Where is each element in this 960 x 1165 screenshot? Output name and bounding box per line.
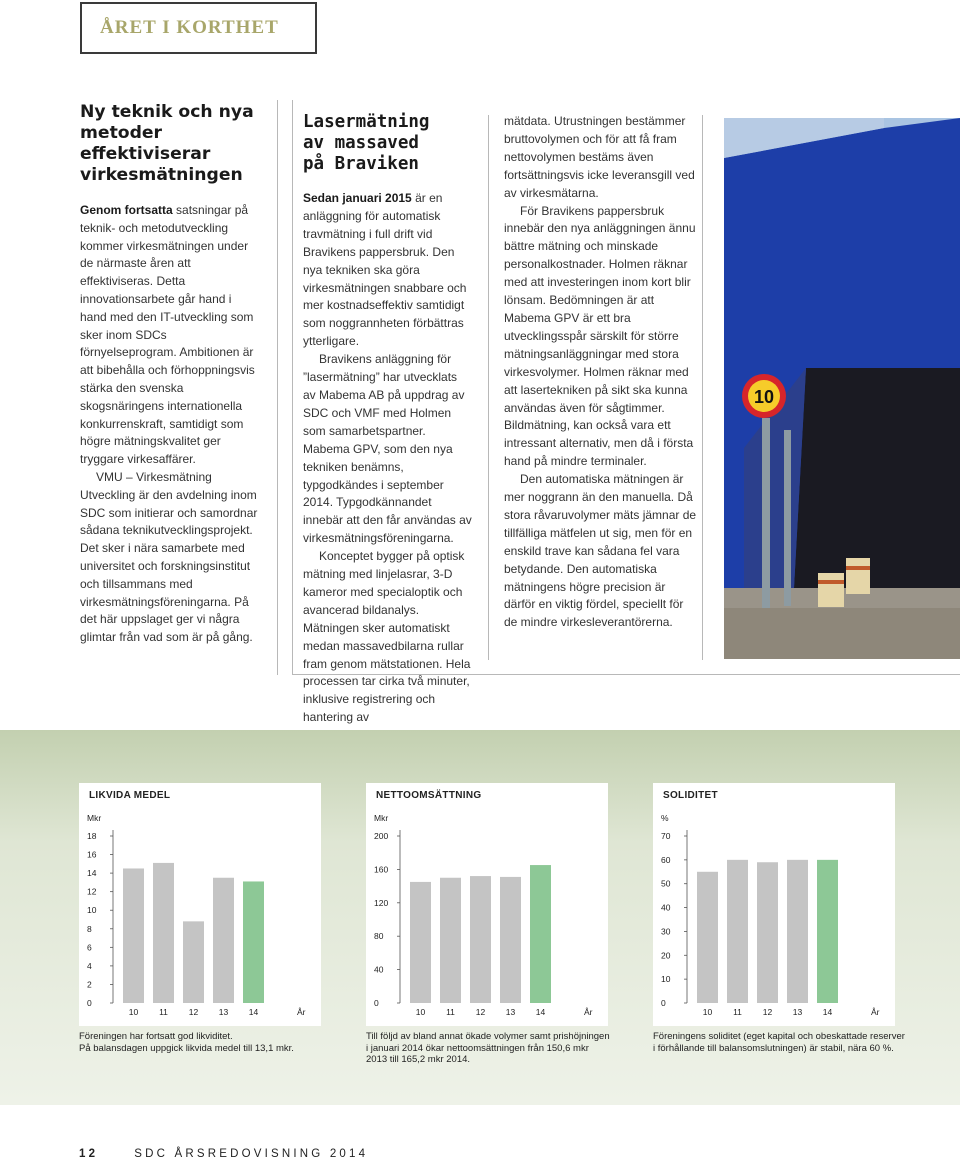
- y-axis-unit: Mkr: [87, 813, 102, 823]
- bar: [500, 877, 521, 1003]
- y-axis-unit: Mkr: [374, 813, 389, 823]
- y-tick-label: 60: [661, 854, 671, 865]
- intro-paragraph-2: VMU – Virkesmätning Utveckling är den avdelning inom SDC som initierar och samordnar sådana teknikutvecklingsprojekt. Det sker i nära samarbete med universitet och forskningsinstitut och tillsammans med virkesmätningsföreningarna. På det här uppslaget ger vi några glimtar från vad som är på gång.: [80, 469, 258, 645]
- x-tick-label: 13: [218, 1007, 229, 1017]
- y-tick-label: 12: [87, 886, 97, 897]
- x-tick-label: 11: [446, 1007, 455, 1017]
- y-axis-unit: %: [661, 813, 669, 823]
- laser-paragraph-6: Den automatiska mätningen är mer noggrann än den manuella. Då stora råvaruvolymer mäts jämnar de tillfälliga mätfelen ut sig, men för en enskild trave kan sådana fel vara betydande. Den automatiska mätningens högre precision är därför en viktig fördel, speciellt för de mindre virkesleverantörerna.: [504, 472, 697, 630]
- y-tick-label: 30: [661, 926, 671, 937]
- measurement-station-illustration: [724, 118, 960, 659]
- y-tick-label: 80: [374, 931, 384, 942]
- caption-line: På balansdagen uppgick likvida medel till 13,1 mkr.: [79, 1042, 294, 1054]
- x-tick-label: 14: [248, 1007, 259, 1017]
- y-tick-label: 10: [661, 974, 671, 985]
- intro-article: [80, 102, 260, 647]
- bar: [183, 921, 204, 1003]
- bar: [530, 865, 551, 1003]
- chart-panel-nettoomsattning: [366, 783, 608, 1026]
- intro-article-body: [80, 202, 260, 647]
- intro-paragraph-1: [80, 202, 260, 469]
- laser-paragraph-4: mätdata. Utrustningen bestämmer bruttovolymen och för att få fram nettovolymen bestäms även fortsättningsvis icke leveransgill ved av virkesmätarna.: [504, 114, 695, 200]
- page-number: 12: [79, 1148, 99, 1160]
- x-tick-label: 13: [505, 1007, 516, 1017]
- column-divider-mid: [292, 100, 293, 675]
- bar: [243, 881, 264, 1003]
- x-tick-label: 14: [535, 1007, 546, 1017]
- laser-article-continued: [504, 113, 700, 632]
- chart-panel-soliditet: [653, 783, 895, 1026]
- bar: [410, 882, 431, 1003]
- caption-line: Föreningen har fortsatt god likviditet.: [79, 1031, 233, 1042]
- bar: [787, 860, 808, 1003]
- caption-nettoomsattning: [366, 1031, 610, 1066]
- y-tick-label: 0: [374, 998, 379, 1008]
- intro-paragraph-1-text: satsningar på teknik- och metodutveckling kommer virkesmätningen under de närmaste åren att effektiviseras. Detta innovationsarbete går hand i hand med den IT-utveckling som sker inom SDCs förnyelseprogram. Ambitionen är att bibehålla och förhoppningsvis stärka den svenska skogsnäringens internationella konkurrenskraft, samtidigt som högre mätningskvalitet ger tryggare virkesaffärer.: [80, 203, 255, 467]
- bar: [727, 860, 748, 1003]
- caption-line: i förhållande till balansomslutningen) är stabil, nära 60 %.: [653, 1042, 894, 1054]
- column-divider-left: [277, 100, 278, 675]
- caption-line: Till följd av bland annat ökade volymer samt prishöjningen: [366, 1031, 610, 1042]
- publication-name: SDC ÅRSREDOVISNING 2014: [134, 1148, 369, 1160]
- chart-nettoomsattning: [366, 783, 608, 1026]
- y-tick-label: 40: [661, 902, 671, 913]
- column-divider-photo: [702, 115, 703, 660]
- page-footer: [79, 1148, 368, 1160]
- x-tick-label: 13: [792, 1007, 803, 1017]
- bar: [153, 863, 174, 1003]
- y-tick-label: 6: [87, 942, 92, 953]
- x-tick-label: 10: [128, 1007, 139, 1017]
- laser-article-title: [303, 112, 473, 175]
- y-tick-label: 4: [87, 960, 92, 971]
- laser-article-body: [303, 190, 473, 727]
- y-tick-label: 8: [87, 923, 92, 934]
- section-header-box: [80, 2, 317, 54]
- chart-title: NETTOOMSÄTTNING: [376, 790, 482, 801]
- bar: [697, 872, 718, 1003]
- y-tick-label: 160: [374, 864, 389, 875]
- x-tick-label: 11: [159, 1007, 168, 1017]
- bar: [213, 878, 234, 1003]
- y-tick-label: 10: [87, 905, 97, 916]
- chart-soliditet: [653, 783, 895, 1026]
- x-tick-label: 12: [188, 1007, 199, 1017]
- y-tick-label: 120: [374, 897, 389, 908]
- laser-title-line-1: Lasermätning: [303, 112, 430, 132]
- x-axis-label: År: [584, 1007, 593, 1017]
- chart-title: SOLIDITET: [663, 790, 718, 801]
- laser-lead: Sedan januari 2015: [303, 191, 412, 205]
- bar: [123, 868, 144, 1003]
- laser-paragraph-1-text: är en anläggning för automatisk travmätning i full drift vid Bravikens pappersbruk. Den nya tekniken ska göra virkesmätningen snabbare och mer kostnadseffektiv samtidigt som noggrannheten förbättras ytterligare.: [303, 191, 467, 349]
- speed-sign-number: 10: [753, 387, 775, 407]
- chart-title: LIKVIDA MEDEL: [89, 790, 171, 801]
- chart-likvida-medel: [79, 783, 321, 1026]
- x-tick-label: 10: [415, 1007, 426, 1017]
- y-tick-label: 70: [661, 831, 671, 841]
- intro-article-title: Ny teknik och nya metoder effektiviserar virkesmätningen: [80, 102, 254, 185]
- y-tick-label: 40: [374, 964, 384, 975]
- section-header-label: ÅRET I KORTHET: [100, 17, 279, 38]
- y-tick-label: 200: [374, 831, 389, 841]
- caption-soliditet: [653, 1031, 905, 1054]
- caption-line: i januari 2014 ökar nettoomsättningen från 150,6 mkr: [366, 1042, 589, 1054]
- bar: [440, 878, 461, 1003]
- y-tick-label: 2: [87, 979, 92, 990]
- column-divider-right: [488, 115, 489, 660]
- y-tick-label: 0: [87, 998, 92, 1008]
- y-tick-label: 16: [87, 849, 97, 860]
- y-tick-label: 18: [87, 831, 97, 841]
- laser-paragraph-1: [303, 190, 473, 351]
- x-tick-label: 12: [762, 1007, 773, 1017]
- x-tick-label: 12: [475, 1007, 486, 1017]
- laser-title-line-2: av massaved: [303, 133, 419, 153]
- measurement-station-photo: [724, 118, 960, 659]
- x-axis-label: År: [297, 1007, 306, 1017]
- y-tick-label: 14: [87, 868, 97, 879]
- bar: [470, 876, 491, 1003]
- caption-line: Föreningens soliditet (eget kapital och obeskattade reserver: [653, 1031, 905, 1042]
- x-axis-label: År: [871, 1007, 880, 1017]
- caption-likvida-medel: [79, 1031, 294, 1054]
- intro-lead: Genom fortsatta: [80, 203, 173, 217]
- bar: [817, 860, 838, 1003]
- bar: [757, 862, 778, 1003]
- y-tick-label: 20: [661, 950, 671, 961]
- laser-title-line-3: på Braviken: [303, 154, 419, 174]
- laser-article: [303, 112, 473, 727]
- x-tick-label: 10: [702, 1007, 713, 1017]
- chart-panel-likvida-medel: [79, 783, 321, 1026]
- laser-paragraph-3: Konceptet bygger på optisk mätning med linjelasrar, 3-D kameror med specialoptik och avancerad bildanalys. Mätningen sker automatiskt medan massavedbilarna rullar fram genom mätstationen. Hela processen tar cirka två minuter, inklusive registrering och hantering av: [303, 549, 471, 725]
- y-tick-label: 50: [661, 878, 671, 889]
- x-tick-label: 11: [733, 1007, 742, 1017]
- x-tick-label: 14: [822, 1007, 833, 1017]
- caption-line: 2013 till 165,2 mkr 2014.: [366, 1054, 471, 1065]
- laser-paragraph-2: Bravikens anläggning för ”lasermätning” har utvecklats av Mabema AB på uppdrag av SDC och VMF med Holmen som samarbetspartner. Mabema GPV, som den nya tekniken benämns, typgodkändes i september 2014. Typgodkännandet innebär att den får användas av virkesmätningsföreningarna.: [303, 352, 472, 546]
- laser-paragraph-5: För Bravikens pappersbruk innebär den nya anläggningen ännu bättre mätning och minskade personalkostnader. Holmen räknar med att investeringen inom kort blir lönsam. Bedömningen är att Mabema GPV är ett bra utvecklingsspår särskilt för större mätningsanläggningar med stora virkesvolymer. Holmen räknar med att lasertekniken på sikt ska kunna användas även för sågtimmer. Bildmätning, kan också vara ett intressant alternativ, men då i första hand på mindre terminaler.: [504, 203, 696, 469]
- y-tick-label: 0: [661, 998, 666, 1008]
